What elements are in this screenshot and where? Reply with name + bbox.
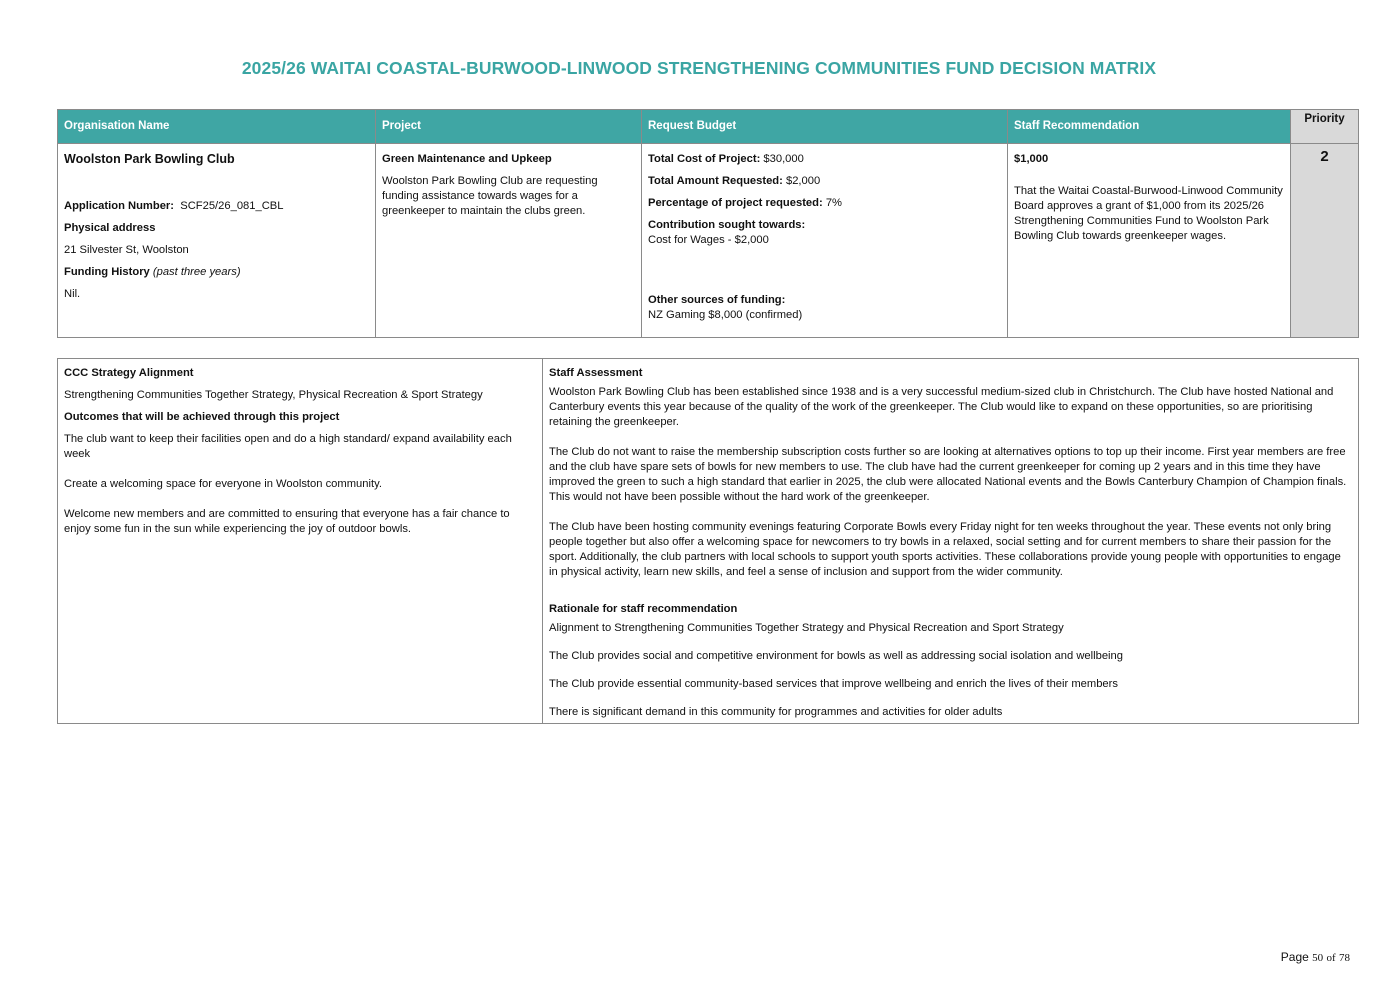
application-number: Application Number: SCF25/26_081_CBL	[64, 200, 284, 212]
strategy-label: CCC Strategy Alignment	[64, 367, 194, 379]
total-cost: Total Cost of Project: $30,000	[648, 153, 804, 165]
total-requested: Total Amount Requested: $2,000	[648, 175, 821, 187]
physical-address: 21 Silvester St, Woolston	[64, 244, 189, 256]
rationale-item: The Club provides social and competitive environment for bowls as well as addressing social isolation and wellbeing	[549, 650, 1123, 662]
contribution-value: Cost for Wages - $2,000	[648, 234, 769, 246]
recommendation-cell	[1008, 144, 1291, 338]
other-funding-value: NZ Gaming $8,000 (confirmed)	[648, 309, 803, 321]
assessment-paragraph: The Club do not want to raise the membership subscription costs further so are looking at alternatives options to top up their income. First year members are free and the club have spare sets of bowls for new members to use. The club have had the current greenkeeper for coming up 2 years and in this time they have improved the green to such a high standard that earlier in 2025, the club were allocated National events and the Bowls Canterbury Champion of Champion finals. This would not have been possible without the hard work of the greenkeeper.	[549, 446, 1347, 503]
decision-matrix-table	[57, 109, 1359, 338]
staff-assessment-label: Staff Assessment	[549, 367, 643, 379]
percentage-requested: Percentage of project requested: 7%	[648, 197, 842, 209]
assessment-table	[57, 358, 1359, 724]
page-number: Page 50 of 78	[1280, 950, 1350, 964]
organisation-name: Woolston Park Bowling Club	[64, 152, 235, 166]
organisation-cell	[58, 144, 376, 338]
recommended-amount: $1,000	[1014, 153, 1049, 165]
strategy-cell	[58, 359, 543, 724]
header-organisation-name: Organisation Name	[58, 110, 376, 144]
header-priority: Priority	[1291, 110, 1359, 144]
rationale-item: Alignment to Strengthening Communities Together Strategy and Physical Recreation and Sport Strategy	[549, 622, 1064, 634]
funding-history-value: Nil.	[64, 288, 81, 300]
recommendation-text: That the Waitai Coastal-Burwood-Linwood Community Board approves a grant of $1,000 from its 2025/26 Strengthening Communities Fund to Woolston Park Bowling Club towards greenkeeper wages.	[1014, 185, 1283, 242]
project-title: Green Maintenance and Upkeep	[382, 153, 552, 165]
project-description: Woolston Park Bowling Club are requesting funding assistance towards wages for a greenkeeper to maintain the clubs green.	[382, 175, 598, 217]
physical-address-label: Physical address	[64, 222, 156, 234]
outcome-item: Create a welcoming space for everyone in Woolston community.	[64, 478, 382, 490]
other-funding-label: Other sources of funding:	[648, 294, 786, 306]
assessment-paragraph: Woolston Park Bowling Club has been established since 1938 and is a very successful medium-sized club in Christchurch. The Club have hosted National and Canterbury events this year because of the quality of the work of the greenkeeper. The Club would like to expand on these opportunities, so are prioritising retaining the greenkeeper.	[549, 386, 1334, 428]
rationale-item: There is significant demand in this community for programmes and activities for older adults	[549, 706, 1003, 718]
rationale-item: The Club provide essential community-based services that improve wellbeing and enrich the lives of their members	[549, 678, 1118, 690]
outcome-item: Welcome new members and are committed to ensuring that everyone has a fair chance to enjoy some fun in the sun while experiencing the joy of outdoor bowls.	[64, 508, 510, 535]
header-request-budget: Request Budget	[642, 110, 1008, 144]
assessment-cell	[543, 359, 1359, 724]
priority-value: 2	[1291, 144, 1359, 338]
funding-history-label: Funding History (past three years)	[64, 266, 241, 278]
strategy-text: Strengthening Communities Together Strategy, Physical Recreation & Sport Strategy	[64, 389, 483, 401]
assessment-paragraph: The Club have been hosting community evenings featuring Corporate Bowls every Friday night for ten weeks throughout the year. These events not only bring people together but also offer a welcoming space for newcomers to try bowls in a relaxed, social setting and for current members to share their passion for the sport. Additionally, the club partners with local schools to support youth sports activities. These collaborations provide young people with opportunities to engage in physical activity, learn new skills, and feel a sense of inclusion and support from the wider community.	[549, 521, 1341, 578]
matrix-header-row	[58, 110, 1359, 144]
page-title: 2025/26 WAITAI COASTAL-BURWOOD-LINWOOD STRENGTHENING COMMUNITIES FUND DECISION MATRIX	[241, 58, 1157, 78]
matrix-row	[58, 144, 1359, 338]
header-project: Project	[376, 110, 642, 144]
outcome-item: The club want to keep their facilities open and do a high standard/ expand availability each week	[64, 433, 512, 460]
rationale-label: Rationale for staff recommendation	[549, 603, 738, 615]
outcomes-label: Outcomes that will be achieved through this project	[64, 411, 340, 423]
budget-cell	[642, 144, 1008, 338]
project-cell	[376, 144, 642, 338]
header-staff-recommendation: Staff Recommendation	[1008, 110, 1291, 144]
contribution-label: Contribution sought towards:	[648, 219, 806, 231]
